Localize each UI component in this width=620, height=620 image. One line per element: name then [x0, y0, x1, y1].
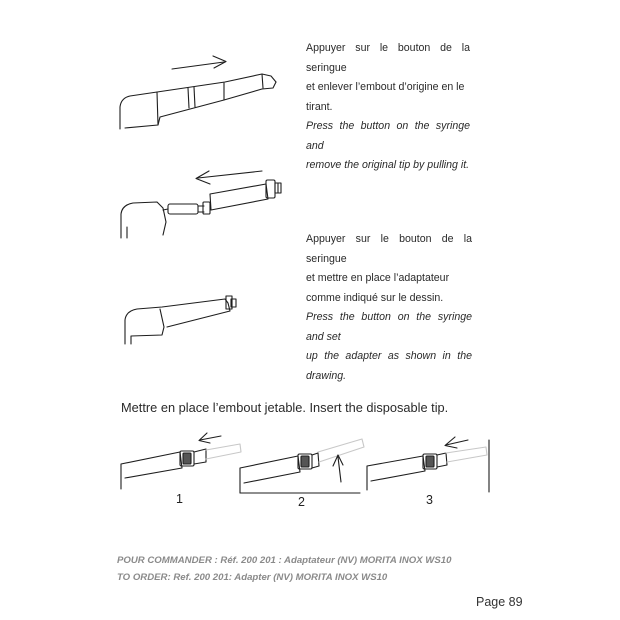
figure-tip-step-2: [240, 439, 364, 493]
step1-instructions: [306, 39, 470, 176]
step-number-3: 3: [426, 493, 433, 507]
step1-fr-line-2: et enlever l’embout d’origine en le: [306, 81, 465, 93]
step2-fr-line-1: Appuyer sur le bouton de la seringue: [306, 233, 472, 265]
page-number: Page 89: [476, 595, 523, 609]
order-reference-en: TO ORDER: Ref. 200 201: Adapter (NV) MORITA INOX WS10: [117, 572, 388, 583]
figure-adapter-exploded: [121, 171, 281, 238]
step-number-2: 2: [298, 495, 305, 509]
adapter: [203, 180, 281, 214]
step1-fr-line-1: Appuyer sur le bouton de la seringue: [306, 42, 470, 74]
figure-remove-tip: [120, 56, 276, 129]
step2-fr-line-3: comme indiqué sur le dessin.: [306, 291, 444, 304]
syringe-head: [121, 202, 204, 238]
figure-tip-step-3: [367, 437, 489, 492]
insert-tip-heading: Mettre en place l’embout jetable. Insert the disposable tip.: [121, 400, 449, 415]
figure-tip-step-1: [121, 433, 241, 489]
step1-en-line-2: remove the original tip by pulling it.: [306, 159, 470, 171]
step2-en-line-2: up the adapter as shown in the drawing.: [306, 350, 472, 382]
step-number-1: 1: [176, 492, 183, 506]
syringe-handpiece: [120, 74, 276, 129]
pull-arrow: [172, 56, 226, 69]
figure-adapter-mounted: [125, 296, 236, 344]
step2-fr-line-2: et mettre en place l’adaptateur: [306, 272, 450, 284]
order-reference-fr: POUR COMMANDER : Réf. 200 201 : Adaptateur (NV) MORITA INOX WS10: [117, 555, 452, 566]
step1-en-line-1: Press the button on the syringe and: [306, 120, 470, 152]
step2-instructions: [306, 230, 472, 386]
step1-fr-line-3: tirant.: [306, 100, 333, 113]
insert-arrow: [196, 171, 262, 184]
step2-en-line-1: Press the button on the syringe and set: [306, 311, 472, 343]
